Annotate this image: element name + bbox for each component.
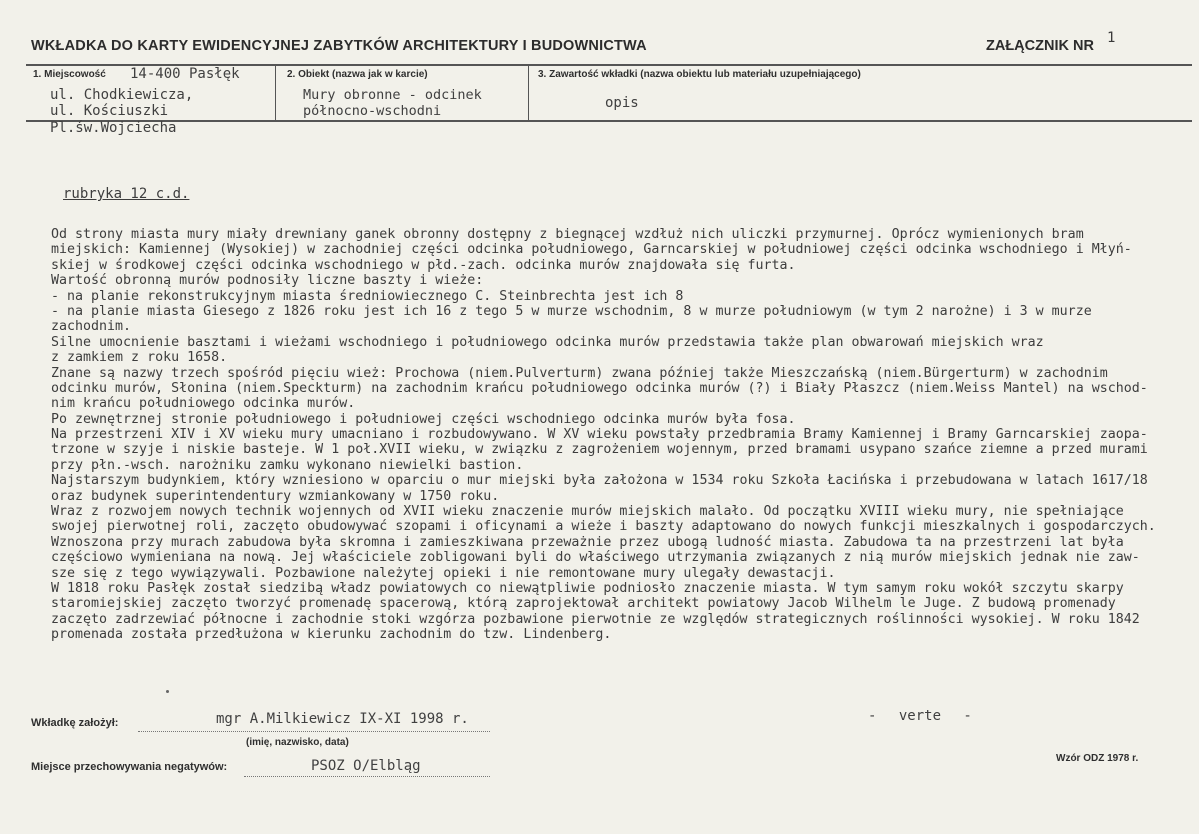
locality-line-3: ul. Kościuszki xyxy=(50,103,169,119)
column-divider-2 xyxy=(528,64,529,121)
object-line-2: północno-wschodni xyxy=(303,103,442,119)
text-line: zachodnim. xyxy=(51,319,132,335)
column-divider-1 xyxy=(275,64,276,121)
description-text xyxy=(51,227,1191,643)
verte-note: - verte - xyxy=(868,708,972,724)
storage-dotted-line xyxy=(244,775,490,777)
object-label: 2. Obiekt (nazwa jak w karcie) xyxy=(287,69,428,80)
text-line: sze się z tego wywiązywali. Pozbawione należytej opieki i nie remontowane mury ulegały dewastacji. xyxy=(51,565,836,581)
text-line: - na planie rekonstrukcyjnym miasta średniowiecznego C. Steinbrechta jest ich 8 xyxy=(51,288,684,304)
content-value: opis xyxy=(605,95,639,111)
text-line: z zamkiem z roku 1658. xyxy=(51,350,228,366)
text-line: Silne umocnienie basztami i wieżami wschodniego i południowego odcinka murów przedstawia także plan obwarowań miejskich wraz xyxy=(51,334,1044,350)
text-line: skiej w środkowej części odcinka wschodniego w płd.-zach. odcinka murów znajdowała się furta. xyxy=(51,257,796,273)
text-line: Po zewnętrznej stronie południowego i południowej części wschodniego odcinka murów była fosa. xyxy=(51,411,796,427)
text-line: - na planie miasta Giesego z 1826 roku jest ich 16 z tego 5 w murze wschodnim, 8 w murze południowym (w tym 2 narożne) i 3 w murze xyxy=(51,303,1092,319)
text-line: swojej pierwotnej roli, zaczęto obudowywać szopami i oficynami a wieże i baszty adaptowano do nowych funkcji mieszkalnych i gospodarczych. xyxy=(51,519,1156,535)
text-line: Wznoszona przy murach zabudowa była skromna i zamieszkiwana przeważnie przez ubogą ludność miasta. Zabudowa ta na przestrzeni lat była xyxy=(51,534,1124,550)
text-line: Od strony miasta mury miały drewniany ganek obronny dostępny z biegnącej wzdłuż nich uliczki przymurnej. Oprócz wymienionych bram xyxy=(51,227,1084,242)
text-line: Najstarszym budynkiem, który wzniesiono w oparciu o mur miejski była założona w 1534 roku Szkoła Łacińska i przebudowana w latach 1617/18 xyxy=(51,473,1148,489)
stray-dot xyxy=(166,690,169,693)
text-line: trzone w szyje i niskie basteje. W 1 poł.XVII wieku, w związku z zagrożeniem wojennym, przed bramami usypano szańce ziemne a przed murami xyxy=(51,442,1148,458)
text-line: Znane są nazwy trzech spośród pięciu wież: Prochowa (niem.Pulverturm) zwana później także Mieszczańską (niem.Bürgerturm) w zachodnim xyxy=(51,365,1108,381)
text-line: Wartość obronną murów podnosiły liczne baszty i wieże: xyxy=(51,273,484,289)
text-line: Wraz z rozwojem nowych technik wojennych od XVII wieku znaczenie murów miejskich malało. Od początku XVIII wieku mury, nie spełniające xyxy=(51,504,1124,520)
content-label: 3. Zawartość wkładki (nazwa obiektu lub materiału uzupełniającego) xyxy=(538,69,861,80)
text-line: W 1818 roku Pasłęk został siedzibą władz powiatowych co niewątpliwie podniosło znaczenie miasta. W tym samym roku wokół szczytu skarpy xyxy=(51,580,1124,596)
form-title: WKŁADKA DO KARTY EWIDENCYJNEJ ZABYTKÓW ARCHITEKTURY I BUDOWNICTWA xyxy=(31,38,647,54)
object-line-1: Mury obronne - odcinek xyxy=(303,87,482,103)
text-line: staromiejskiej zaczęto tworzyć promenadę spacerową, którą zaprojektował architekt powiatowy Jacob Wilhelm le Juge. Z budową promenady xyxy=(51,596,1116,612)
text-line: miejskich: Kamiennej (Wysokiej) w zachodniej części odcinka południowego, Garncarskiej w południowej części odcinka wschodniego i Młyń- xyxy=(51,242,1132,258)
attachment-label: ZAŁĄCZNIK NR xyxy=(986,38,1094,54)
locality-line-4: Pl.św.Wojciecha xyxy=(50,120,177,136)
author-dotted-line xyxy=(138,730,490,732)
text-line: promenada została przedłużona w kierunku zachodnim do tzw. Lindenberg. xyxy=(51,627,612,643)
author-hint: (imię, nazwisko, data) xyxy=(246,737,349,748)
text-line: Na przestrzeni XIV i XV wieku mury umacniano i rozbudowywano. W XV wieku powstały przedbramia Bramy Kamiennej i Bramy Garncarskiej zaopa- xyxy=(51,427,1148,443)
locality-label: 1. Miejscowość xyxy=(33,69,106,80)
attachment-number: 1 xyxy=(1107,30,1116,46)
author-value: mgr A.Milkiewicz IX-XI 1998 r. xyxy=(216,711,469,727)
text-line: zaczęto zadrzewiać północne i zachodnie stoki wzgórza pozbawione pierwotnie ze względów strategicznych roślinności wysokiej. W roku 1842 xyxy=(51,611,1140,627)
header-rule-bottom xyxy=(26,120,1192,122)
storage-value: PSOZ O/Elbląg xyxy=(311,758,421,774)
storage-label: Miejsce przechowywania negatywów: xyxy=(31,761,228,773)
text-line: odcinku murów, Słonina (niem.Speckturm) na zachodnim krańcu południowego odcinka murów (?) i Biały Płaszcz (niem.Weiss Mantel) na wschod- xyxy=(51,380,1148,396)
locality-line-1: 14-400 Pasłęk xyxy=(130,66,240,82)
form-id: Wzór ODZ 1978 r. xyxy=(1056,753,1139,764)
author-label: Wkładkę założył: xyxy=(31,717,119,729)
locality-line-2: ul. Chodkiewicza, xyxy=(50,87,194,103)
section-heading: rubryka 12 c.d. xyxy=(63,186,190,202)
text-line: oraz budynek superintendentury wzmiankowany w 1750 roku. xyxy=(51,488,500,504)
text-line: przy płn.-wsch. narożniku zamku wykonano niewielki bastion. xyxy=(51,457,524,473)
text-line: nim krańcu południowego odcinka murów. xyxy=(51,396,356,412)
text-line: częściowo wymieniana na nową. Jej właściciele zobligowani byli do właściwego utrzymania związanych z nią murów miejskich jednak nie zaw- xyxy=(51,550,1140,566)
